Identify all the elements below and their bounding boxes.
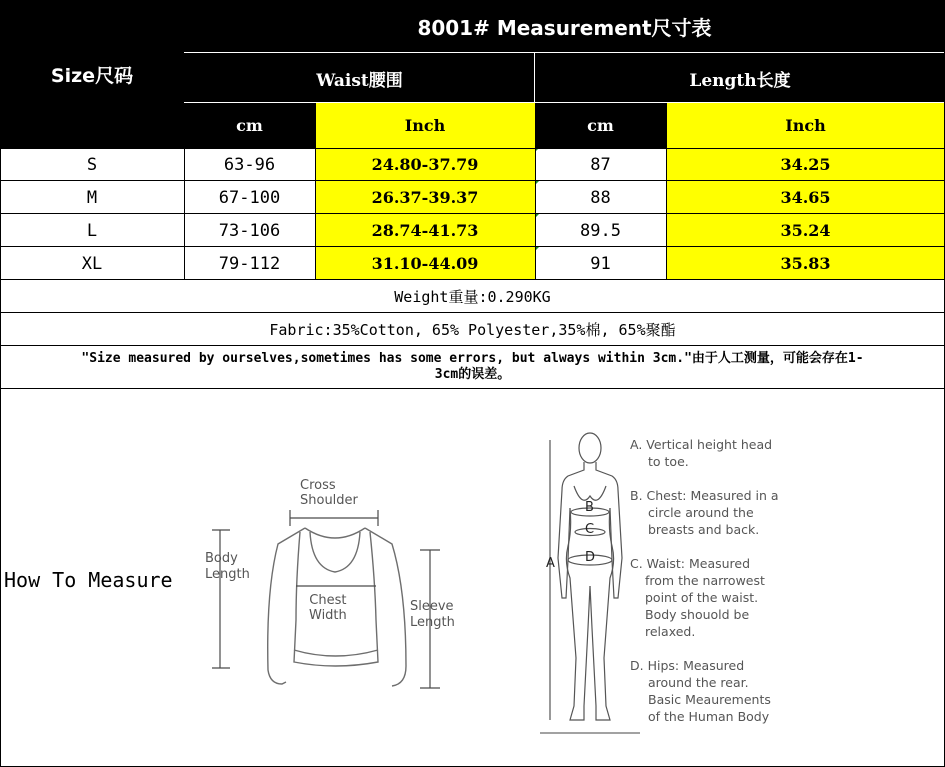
measurement-note-line2: 3cm的误差。: [434, 367, 511, 382]
row-xl-waist-inch: 31.10-44.09: [315, 247, 535, 280]
note-b-line1: B. Chest: Measured in a: [630, 488, 779, 503]
sleeve-length-label: [410, 599, 455, 631]
note-c-line3: point of the waist.: [645, 590, 759, 605]
note-b-line3: breasts and back.: [648, 522, 760, 537]
row-l-length-cm: 89.5: [535, 214, 666, 247]
sleeve-length-label-line2: Length: [410, 615, 455, 630]
note-d-line3: Basic Meaurements: [648, 692, 771, 707]
body-label-b: B: [585, 500, 594, 515]
body-label-d: D: [585, 550, 596, 565]
waist-cm-header: cm: [184, 103, 315, 148]
body-figure: [540, 428, 640, 734]
header-rule: [534, 53, 535, 103]
sleeve-length-label-line1: Sleeve: [410, 599, 454, 614]
body-label-a: A: [546, 556, 555, 571]
row-xl-length-cm: 91: [535, 247, 666, 280]
row-l-length-inch: 35.24: [666, 214, 945, 247]
note-a-line2: to toe.: [648, 454, 689, 469]
length-cm-header: cm: [535, 103, 666, 148]
cross-shoulder-label-line2: Shoulder: [300, 493, 358, 508]
note-d-line4: of the Human Body: [648, 709, 770, 724]
row-m-waist-inch: 26.37-39.37: [315, 181, 535, 214]
row-m-waist-cm: 67-100: [184, 181, 315, 214]
row-m-size: M: [0, 181, 184, 214]
note-c-line5: relaxed.: [645, 624, 696, 639]
cell-corner-mark: [535, 214, 539, 218]
row-s-length-cm: 87: [535, 148, 666, 181]
how-to-measure-label: How To Measure: [4, 560, 194, 600]
body-label-c: C: [585, 522, 595, 537]
row-s-waist-inch: 24.80-37.79: [315, 148, 535, 181]
waist-inch-header: Inch: [315, 103, 535, 148]
cell-corner-mark: [535, 148, 539, 152]
row-s-size: S: [0, 148, 184, 181]
chart-title: 8001# Measurement尺寸表: [184, 0, 945, 53]
row-xl-length-inch: 35.83: [666, 247, 945, 280]
row-m-length-cm: 88: [535, 181, 666, 214]
header-rule: [184, 52, 945, 53]
row-s-length-inch: 34.25: [666, 148, 945, 181]
note-a-line1: A. Vertical height head: [630, 437, 773, 452]
note-b-line2: circle around the: [648, 505, 754, 520]
body-length-label-line2: Length: [205, 567, 250, 582]
note-d-line2: around the rear.: [648, 675, 749, 690]
note-c-line2: from the narrowest: [645, 573, 765, 588]
weight-row: Weight重量:0.290KG: [0, 280, 945, 313]
cell-corner-mark: [535, 181, 539, 185]
row-l-waist-cm: 73-106: [184, 214, 315, 247]
chest-width-label-line2: Width: [309, 608, 347, 623]
cell-corner-mark: [535, 247, 539, 251]
row-l-size: L: [0, 214, 184, 247]
body-notes: [630, 436, 779, 725]
note-d-line1: D. Hips: Measured: [630, 658, 745, 673]
note-c-line4: Body shouold be: [645, 607, 750, 622]
header-rule: [184, 102, 945, 103]
cross-shoulder-label-line1: Cross: [300, 478, 336, 493]
chest-width-label: [309, 593, 347, 623]
row-l-waist-inch: 28.74-41.73: [315, 214, 535, 247]
note-c-line1: C. Waist: Measured: [630, 556, 751, 571]
row-xl-waist-cm: 79-112: [184, 247, 315, 280]
waist-header: Waist腰围: [184, 53, 535, 103]
row-xl-size: XL: [0, 247, 184, 280]
chest-width-label-line1: Chest: [309, 593, 347, 608]
length-inch-header: Inch: [666, 103, 945, 148]
fabric-row: Fabric:35%Cotton, 65% Polyester,35%棉, 65%聚酯: [0, 313, 945, 346]
measurement-note-line1: "Size measured by ourselves,sometimes has some errors, but always within 3cm."由于人工测量，可能会存在1-: [81, 351, 864, 366]
size-header: Size尺码: [0, 0, 184, 148]
row-m-length-inch: 34.65: [666, 181, 945, 214]
measurement-note: [0, 346, 945, 388]
cross-shoulder-label: [300, 478, 358, 508]
body-outline: [550, 433, 622, 720]
body-length-label: [205, 551, 250, 583]
body-length-label-line1: Body: [205, 551, 238, 566]
length-header: Length长度: [535, 53, 945, 103]
row-s-waist-cm: 63-96: [184, 148, 315, 181]
